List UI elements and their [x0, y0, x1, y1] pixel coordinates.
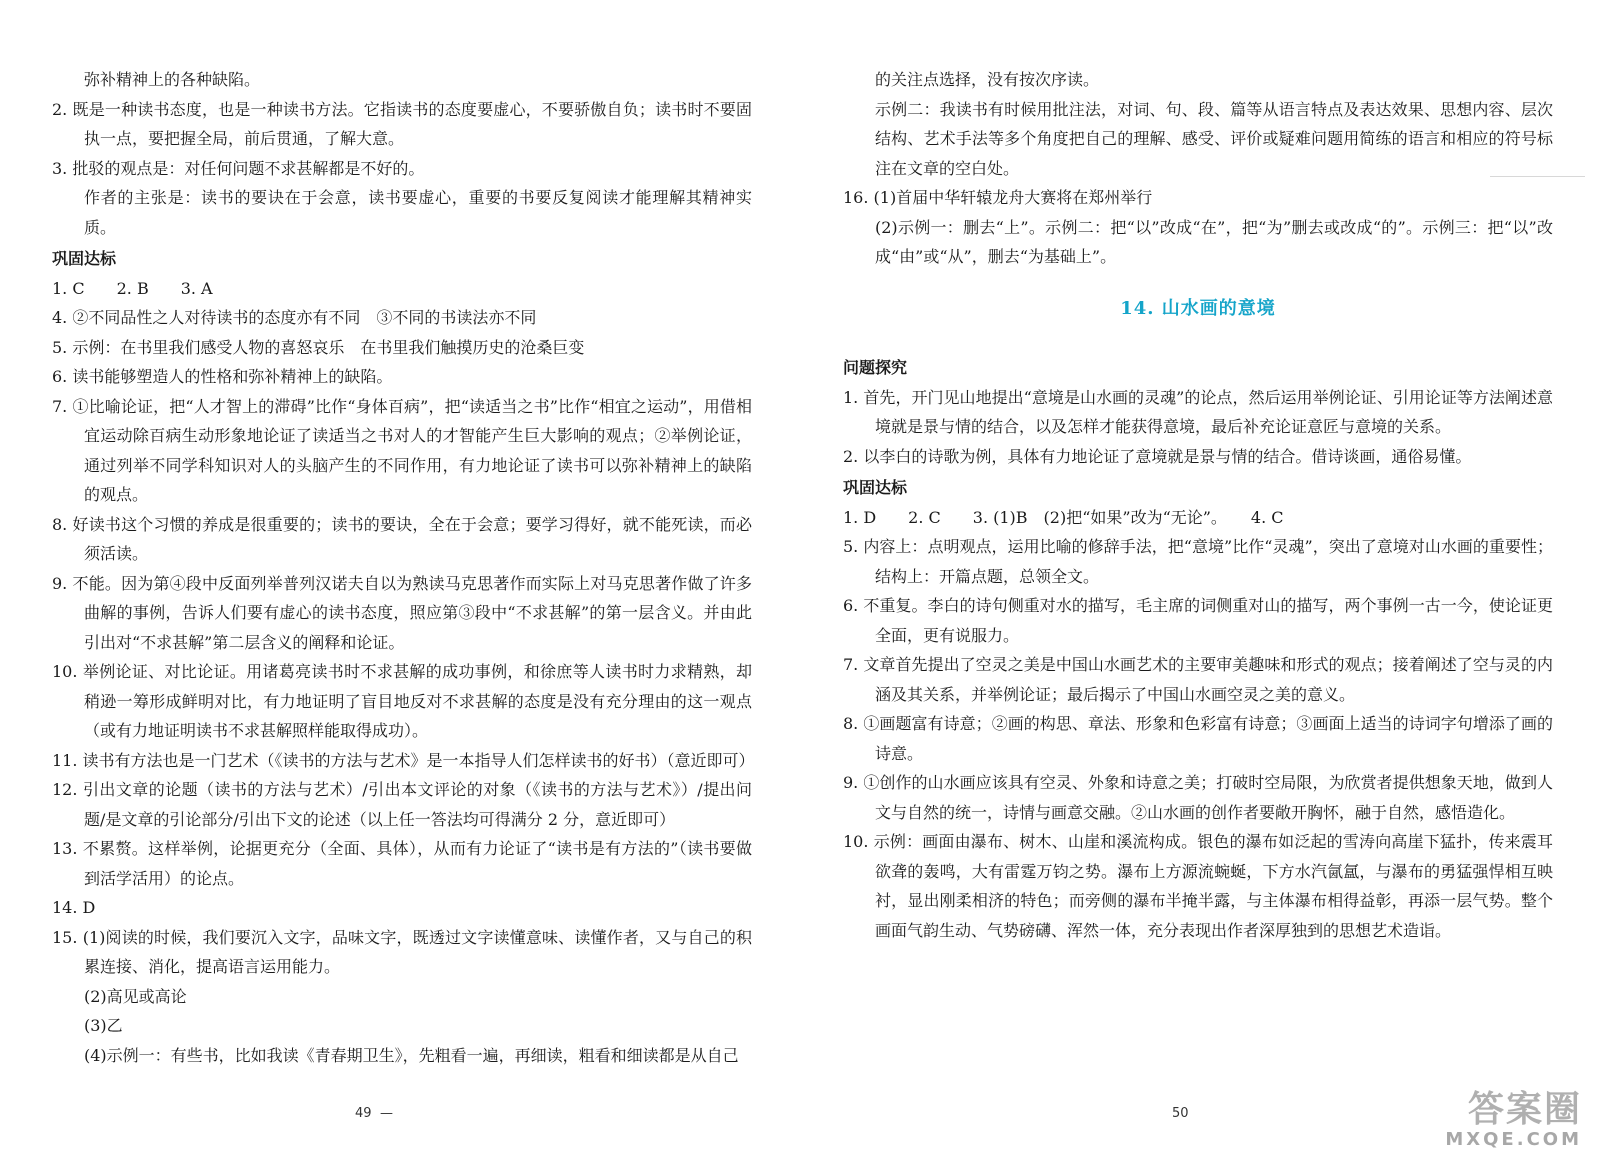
answer-line: 6. 读书能够塑造人的性格和弥补精神上的缺陷。	[52, 367, 393, 386]
answer-line: 14. D	[52, 898, 96, 917]
answer-line: 9. 不能。因为第④段中反面列举普列汉诺夫自以为熟读马克思著作而实际上对马克思著作做了许多曲解的事例，告诉人们要有虚心的读书态度，照应第③段中“不求甚解”的第一层含义。并由此引出对“不求甚解”第二层含义的阐释和论证。	[52, 573, 752, 652]
answer-line: 11. 读书有方法也是一门艺术（《读书的方法与艺术》是一本指导人们怎样读书的好书）（意近即可）	[52, 750, 755, 770]
left-page-number: 49	[355, 1106, 372, 1121]
answer-line: 作者的主张是：读书的要诀在于会意，读书要虚心，重要的书要反复阅读才能理解其精神实质。	[84, 188, 752, 237]
answer-line: 5. 内容上：点明观点，运用比喻的修辞手法，把“意境”比作“灵魂”，突出了意境对山水画的重要性；结构上：开篇点题，总领全文。	[843, 537, 1553, 586]
watermark-logo	[1432, 1090, 1582, 1156]
answer-line: 7. ①比喻论证，把“人才智上的滞碍”比作“身体百病”，把“读适当之书”比作“相宜之运动”，用借相宜运动除百病生动形象地论证了读适当之书对人的才智能产生巨大影响的观点；②举例论证，通过列举不同学科知识对人的头脑产生的不同作用，有力地论证了读书可以弥补精神上的缺陷的观点。	[52, 396, 752, 504]
answer-line: 10. 示例：画面由瀑布、树木、山崖和溪流构成。银色的瀑布如泛起的雪涛向高崖下猛扑，传来震耳欲聋的轰鸣，大有雷霆万钧之势。瀑布上方源流蜿蜒，下方水汽氤氲，与瀑布的勇猛强悍相互映衬，显出刚柔相济的特色；而旁侧的瀑布半掩半露，与主体瀑布相得益彰，再添一层气势。整个画面气韵生动、气势磅礴、浑然一体，充分表现出作者深厚独到的思想艺术造诣。	[843, 832, 1553, 940]
answer-line: 9. ①创作的山水画应该具有空灵、外象和诗意之美；打破时空局限，为欣赏者提供想象天地，做到人文与自然的统一，诗情与画意交融。②山水画的创作者要敞开胸怀，融于自然，感悟造化。	[843, 773, 1553, 822]
section-heading: 巩固达标	[843, 478, 908, 497]
answer-line: 3. 批驳的观点是：对任何问题不求甚解都是不好的。	[52, 158, 425, 178]
section-heading: 巩固达标	[52, 249, 117, 268]
answer-line: 示例二：我读书有时候用批注法，对词、句、段、篇等从语言特点及表达效果、思想内容、层次结构、艺术手法等多个角度把自己的理解、感受、评价或疑难问题用简练的语言和相应的符号标注在文章的空白处。	[875, 99, 1553, 178]
watermark-en: MXQE.COM	[1445, 1129, 1582, 1150]
watermark-cn: 答案圈	[1467, 1089, 1582, 1130]
answer-line: 7. 文章首先提出了空灵之美是中国山水画艺术的主要审美趣味和形式的观点；接着阐述了空与灵的内涵及其关系，并举例论证；最后揭示了中国山水画空灵之美的意义。	[843, 655, 1553, 704]
answer-line: (2)高见或高论	[84, 986, 187, 1006]
answer-line: 16. (1)首届中华轩辕龙舟大赛将在郑州举行	[843, 188, 1153, 207]
left-page-content	[52, 65, 755, 1070]
right-top-answers	[843, 65, 1553, 272]
answer-line: 4. ②不同品性之人对待读书的态度亦有不同 ③不同的书读法亦不同	[52, 308, 537, 327]
answer-line: 15. (1)阅读的时候，我们要沉入文字，品味文字，既透过文字读懂意味、读懂作者，又与自己的积累连接、消化，提高语言运用能力。	[52, 927, 752, 976]
answer-line: 13. 不累赘。这样举例，论据更充分（全面、具体），从而有力论证了“读书是有方法的”（读书要做到活学活用）的论点。	[52, 839, 752, 888]
answer-line: 2. 以李白的诗歌为例，具体有力地论证了意境就是景与情的结合。借诗谈画，通俗易懂。	[843, 446, 1472, 466]
lesson-title: 14. 山水画的意境	[1120, 297, 1276, 319]
answer-line: 2. 既是一种读书态度，也是一种读书方法。它指读书的态度要虚心，不要骄傲自负；读书时不要固执一点，要把握全局，前后贯通，了解大意。	[52, 99, 752, 148]
section-heading: 问题探究	[843, 358, 908, 377]
answer-line: 8. ①画题富有诗意；②画的构思、章法、形象和色彩富有诗意；③画面上适当的诗词字句增添了画的诗意。	[843, 714, 1553, 763]
right-page	[800, 0, 1600, 1164]
answer-line: (2)示例一：删去“上”。示例二：把“以”改成“在”，把“为”删去或改成“的”。示例三：把“以”改成“由”或“从”，删去“为基础上”。	[875, 217, 1553, 266]
page-number-dash: —	[380, 1106, 393, 1121]
answer-line: 1. 首先，开门见山地提出“意境是山水画的灵魂”的论点，然后运用举例论证、引用论证等方法阐述意境就是景与情的结合，以及怎样才能获得意境，最后补充论证意匠与意境的关系。	[843, 387, 1553, 436]
answer-line: 8. 好读书这个习惯的养成是很重要的；读书的要诀，全在于会意；要学习得好，就不能死读，而必须活读。	[52, 514, 752, 563]
right-bottom-answers	[843, 353, 1553, 945]
answer-line: 1. C 2. B 3. A	[52, 278, 213, 298]
right-page-number: 50	[1172, 1106, 1189, 1121]
answer-line: 1. D 2. C 3. (1)B (2)把“如果”改为“无论”。 4. C	[843, 507, 1284, 527]
answer-line: 的关注点选择，没有按次序读。	[875, 70, 1100, 89]
answer-line: 弥补精神上的各种缺陷。	[84, 70, 261, 89]
answer-line: 5. 示例：在书里我们感受人物的喜怒哀乐 在书里我们触摸历史的沧桑巨变	[52, 337, 585, 357]
right-page-content	[843, 65, 1553, 945]
answer-line: (4)示例一：有些书，比如我读《青春期卫生》，先粗看一遍，再细读，粗看和细读都是从自己	[84, 1045, 739, 1065]
answer-line: 6. 不重复。李白的诗句侧重对水的描写，毛主席的词侧重对山的描写，两个事例一古一今，使论证更全面，更有说服力。	[843, 596, 1553, 645]
divider-line	[1490, 176, 1585, 177]
answer-line: 10. 举例论证、对比论证。用诸葛亮读书时不求甚解的成功事例，和徐庶等人读书时力求精熟，却稍逊一筹形成鲜明对比，有力地证明了盲目地反对不求甚解的态度是没有充分理由的这一观点（或有力地证明读书不求甚解照样能取得成功）。	[52, 662, 752, 740]
answer-line: (3)乙	[84, 1016, 123, 1035]
answer-line: 12. 引出文章的论题（读书的方法与艺术）/引出本文评论的对象（《读书的方法与艺术》）/提出问题/是文章的引论部分/引出下文的论述（以上任一答法均可得满分 2 分，意近即可）	[52, 780, 752, 829]
